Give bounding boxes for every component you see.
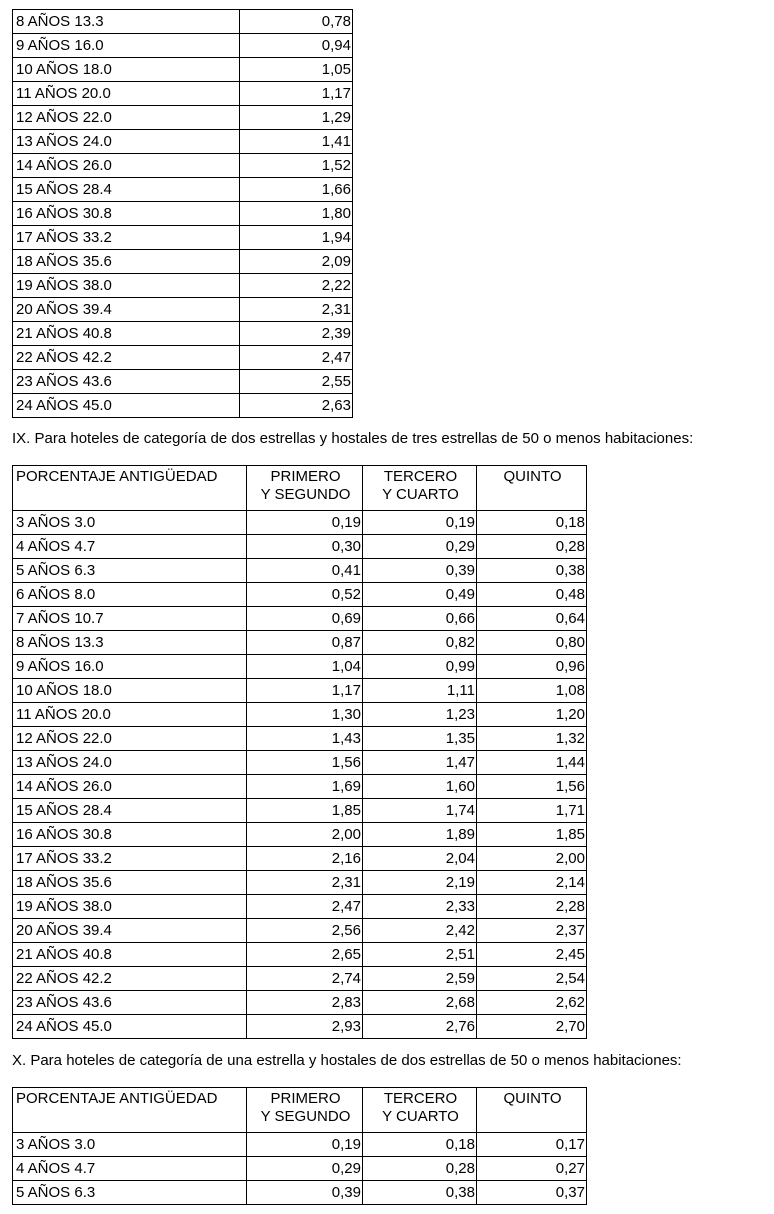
- table-row: [13, 535, 587, 559]
- value-cell: 1,08: [477, 679, 587, 703]
- table-row: [13, 871, 587, 895]
- age-label-cell: 9 AÑOS 16.0: [13, 34, 240, 58]
- column-header: TERCERO Y CUARTO: [363, 466, 477, 511]
- value-cell: 0,28: [363, 1157, 477, 1181]
- age-label-cell: 12 AÑOS 22.0: [13, 106, 240, 130]
- age-label-cell: 5 AÑOS 6.3: [13, 559, 247, 583]
- column-header: PORCENTAJE ANTIGÜEDAD: [13, 1088, 247, 1133]
- table-row: [13, 346, 353, 370]
- value-cell: 0,19: [247, 511, 363, 535]
- table-row: [13, 298, 353, 322]
- age-label-cell: 15 AÑOS 28.4: [13, 799, 247, 823]
- table-row: [13, 34, 353, 58]
- value-cell: 2,22: [240, 274, 353, 298]
- value-cell: 2,16: [247, 847, 363, 871]
- value-cell: 0,29: [363, 535, 477, 559]
- value-cell: 2,14: [477, 871, 587, 895]
- age-label-cell: 12 AÑOS 22.0: [13, 727, 247, 751]
- table-row: [13, 154, 353, 178]
- age-label-cell: 11 AÑOS 20.0: [13, 82, 240, 106]
- table-row: [13, 202, 353, 226]
- value-cell: 1,44: [477, 751, 587, 775]
- age-label-cell: 23 AÑOS 43.6: [13, 991, 247, 1015]
- table-row: [13, 943, 587, 967]
- value-cell: 0,41: [247, 559, 363, 583]
- value-cell: 1,30: [247, 703, 363, 727]
- age-label-cell: 19 AÑOS 38.0: [13, 274, 240, 298]
- table-row: [13, 10, 353, 34]
- age-label-cell: 8 AÑOS 13.3: [13, 10, 240, 34]
- age-label-cell: 10 AÑOS 18.0: [13, 58, 240, 82]
- value-cell: 1,74: [363, 799, 477, 823]
- age-label-cell: 16 AÑOS 30.8: [13, 823, 247, 847]
- age-label-cell: 15 AÑOS 28.4: [13, 178, 240, 202]
- table-row: [13, 607, 587, 631]
- value-cell: 2,62: [477, 991, 587, 1015]
- table-row: [13, 130, 353, 154]
- value-cell: 1,41: [240, 130, 353, 154]
- table-row: [13, 847, 587, 871]
- value-cell: 2,28: [477, 895, 587, 919]
- value-cell: 2,37: [477, 919, 587, 943]
- value-cell: 2,31: [247, 871, 363, 895]
- value-cell: 2,39: [240, 322, 353, 346]
- value-cell: 2,42: [363, 919, 477, 943]
- column-header: TERCERO Y CUARTO: [363, 1088, 477, 1133]
- column-header: PRIMERO Y SEGUNDO: [247, 1088, 363, 1133]
- value-cell: 2,68: [363, 991, 477, 1015]
- value-cell: 0,66: [363, 607, 477, 631]
- age-label-cell: 7 AÑOS 10.7: [13, 607, 247, 631]
- age-label-cell: 24 AÑOS 45.0: [13, 1015, 247, 1039]
- table-row: [13, 919, 587, 943]
- age-label-cell: 3 AÑOS 3.0: [13, 511, 247, 535]
- value-cell: 2,74: [247, 967, 363, 991]
- table-row: [13, 1015, 587, 1039]
- value-cell: 0,80: [477, 631, 587, 655]
- value-cell: 2,83: [247, 991, 363, 1015]
- value-cell: 1,52: [240, 154, 353, 178]
- value-cell: 0,18: [477, 511, 587, 535]
- value-cell: 0,99: [363, 655, 477, 679]
- value-cell: 0,30: [247, 535, 363, 559]
- age-label-cell: 23 AÑOS 43.6: [13, 370, 240, 394]
- age-label-cell: 22 AÑOS 42.2: [13, 346, 240, 370]
- age-label-cell: 18 AÑOS 35.6: [13, 871, 247, 895]
- age-label-cell: 11 AÑOS 20.0: [13, 703, 247, 727]
- table-row: [13, 1133, 587, 1157]
- value-cell: 0,18: [363, 1133, 477, 1157]
- age-label-cell: 16 AÑOS 30.8: [13, 202, 240, 226]
- value-cell: 2,55: [240, 370, 353, 394]
- table-row: [13, 1157, 587, 1181]
- value-cell: 0,48: [477, 583, 587, 607]
- table-header-row: [13, 1088, 587, 1133]
- table-row: [13, 511, 587, 535]
- value-cell: 0,39: [363, 559, 477, 583]
- age-label-cell: 13 AÑOS 24.0: [13, 751, 247, 775]
- value-cell: 0,37: [477, 1181, 587, 1205]
- value-cell: 1,66: [240, 178, 353, 202]
- table-section-x: [12, 1087, 587, 1205]
- table-row: [13, 823, 587, 847]
- value-cell: 1,56: [477, 775, 587, 799]
- value-cell: 2,65: [247, 943, 363, 967]
- table-row: [13, 583, 587, 607]
- age-label-cell: 5 AÑOS 6.3: [13, 1181, 247, 1205]
- value-cell: 2,09: [240, 250, 353, 274]
- age-label-cell: 18 AÑOS 35.6: [13, 250, 240, 274]
- value-cell: 1,71: [477, 799, 587, 823]
- age-label-cell: 19 AÑOS 38.0: [13, 895, 247, 919]
- value-cell: 1,32: [477, 727, 587, 751]
- value-cell: 0,38: [477, 559, 587, 583]
- table-row: [13, 679, 587, 703]
- table-row: [13, 82, 353, 106]
- table-row: [13, 58, 353, 82]
- value-cell: 2,31: [240, 298, 353, 322]
- value-cell: 1,60: [363, 775, 477, 799]
- age-label-cell: 4 AÑOS 4.7: [13, 1157, 247, 1181]
- table-row: [13, 274, 353, 298]
- table-row: [13, 703, 587, 727]
- value-cell: 0,52: [247, 583, 363, 607]
- age-label-cell: 6 AÑOS 8.0: [13, 583, 247, 607]
- value-cell: 0,19: [363, 511, 477, 535]
- table-row: [13, 895, 587, 919]
- value-cell: 2,70: [477, 1015, 587, 1039]
- table-row: [13, 178, 353, 202]
- age-label-cell: 21 AÑOS 40.8: [13, 322, 240, 346]
- age-label-cell: 17 AÑOS 33.2: [13, 847, 247, 871]
- value-cell: 0,87: [247, 631, 363, 655]
- value-cell: 1,23: [363, 703, 477, 727]
- value-cell: 1,05: [240, 58, 353, 82]
- value-cell: 2,51: [363, 943, 477, 967]
- table-row: [13, 775, 587, 799]
- table-row: [13, 799, 587, 823]
- value-cell: 1,43: [247, 727, 363, 751]
- value-cell: 0,94: [240, 34, 353, 58]
- table-row: [13, 727, 587, 751]
- value-cell: 2,00: [477, 847, 587, 871]
- value-cell: 0,49: [363, 583, 477, 607]
- table-row: [13, 226, 353, 250]
- table-row: [13, 250, 353, 274]
- value-cell: 2,76: [363, 1015, 477, 1039]
- column-header: QUINTO: [477, 1088, 587, 1133]
- value-cell: 2,56: [247, 919, 363, 943]
- table-row: [13, 751, 587, 775]
- value-cell: 0,17: [477, 1133, 587, 1157]
- value-cell: 1,80: [240, 202, 353, 226]
- value-cell: 0,69: [247, 607, 363, 631]
- value-cell: 0,64: [477, 607, 587, 631]
- table-section-ix: [12, 465, 587, 1039]
- value-cell: 2,59: [363, 967, 477, 991]
- value-cell: 0,82: [363, 631, 477, 655]
- age-label-cell: 21 AÑOS 40.8: [13, 943, 247, 967]
- value-cell: 1,85: [477, 823, 587, 847]
- age-label-cell: 14 AÑOS 26.0: [13, 154, 240, 178]
- value-cell: 0,29: [247, 1157, 363, 1181]
- value-cell: 1,11: [363, 679, 477, 703]
- age-label-cell: 13 AÑOS 24.0: [13, 130, 240, 154]
- value-cell: 2,33: [363, 895, 477, 919]
- value-cell: 2,63: [240, 394, 353, 418]
- value-cell: 1,89: [363, 823, 477, 847]
- age-label-cell: 20 AÑOS 39.4: [13, 298, 240, 322]
- table-section-viii-continued: [12, 9, 353, 418]
- value-cell: 1,47: [363, 751, 477, 775]
- age-label-cell: 14 AÑOS 26.0: [13, 775, 247, 799]
- value-cell: 0,78: [240, 10, 353, 34]
- value-cell: 1,17: [240, 82, 353, 106]
- age-label-cell: 17 AÑOS 33.2: [13, 226, 240, 250]
- table-row: [13, 1181, 587, 1205]
- table-row: [13, 631, 587, 655]
- value-cell: 2,54: [477, 967, 587, 991]
- value-cell: 0,38: [363, 1181, 477, 1205]
- age-label-cell: 3 AÑOS 3.0: [13, 1133, 247, 1157]
- column-header: PORCENTAJE ANTIGÜEDAD: [13, 466, 247, 511]
- table-row: [13, 370, 353, 394]
- section-x-heading: X. Para hoteles de categoría de una estrella y hostales de dos estrellas de 50 o menos habitaciones:: [12, 1052, 682, 1069]
- value-cell: 0,27: [477, 1157, 587, 1181]
- value-cell: 2,93: [247, 1015, 363, 1039]
- table-row: [13, 655, 587, 679]
- value-cell: 1,56: [247, 751, 363, 775]
- column-header: QUINTO: [477, 466, 587, 511]
- age-label-cell: 24 AÑOS 45.0: [13, 394, 240, 418]
- table-row: [13, 322, 353, 346]
- table-row: [13, 106, 353, 130]
- value-cell: 2,04: [363, 847, 477, 871]
- table-row: [13, 967, 587, 991]
- value-cell: 1,69: [247, 775, 363, 799]
- section-ix-heading: IX. Para hoteles de categoría de dos estrellas y hostales de tres estrellas de 50 o menos habitaciones:: [12, 430, 694, 447]
- age-label-cell: 9 AÑOS 16.0: [13, 655, 247, 679]
- value-cell: 1,85: [247, 799, 363, 823]
- value-cell: 0,39: [247, 1181, 363, 1205]
- value-cell: 0,19: [247, 1133, 363, 1157]
- age-label-cell: 4 AÑOS 4.7: [13, 535, 247, 559]
- age-label-cell: 20 AÑOS 39.4: [13, 919, 247, 943]
- value-cell: 1,35: [363, 727, 477, 751]
- value-cell: 2,45: [477, 943, 587, 967]
- table-row: [13, 394, 353, 418]
- value-cell: 1,94: [240, 226, 353, 250]
- value-cell: 2,00: [247, 823, 363, 847]
- value-cell: 0,96: [477, 655, 587, 679]
- value-cell: 2,47: [247, 895, 363, 919]
- value-cell: 2,19: [363, 871, 477, 895]
- value-cell: 1,20: [477, 703, 587, 727]
- table-row: [13, 991, 587, 1015]
- value-cell: 0,28: [477, 535, 587, 559]
- age-label-cell: 8 AÑOS 13.3: [13, 631, 247, 655]
- table-row: [13, 559, 587, 583]
- value-cell: 1,29: [240, 106, 353, 130]
- value-cell: 1,04: [247, 655, 363, 679]
- table-header-row: [13, 466, 587, 511]
- age-label-cell: 10 AÑOS 18.0: [13, 679, 247, 703]
- value-cell: 2,47: [240, 346, 353, 370]
- age-label-cell: 22 AÑOS 42.2: [13, 967, 247, 991]
- column-header: PRIMERO Y SEGUNDO: [247, 466, 363, 511]
- value-cell: 1,17: [247, 679, 363, 703]
